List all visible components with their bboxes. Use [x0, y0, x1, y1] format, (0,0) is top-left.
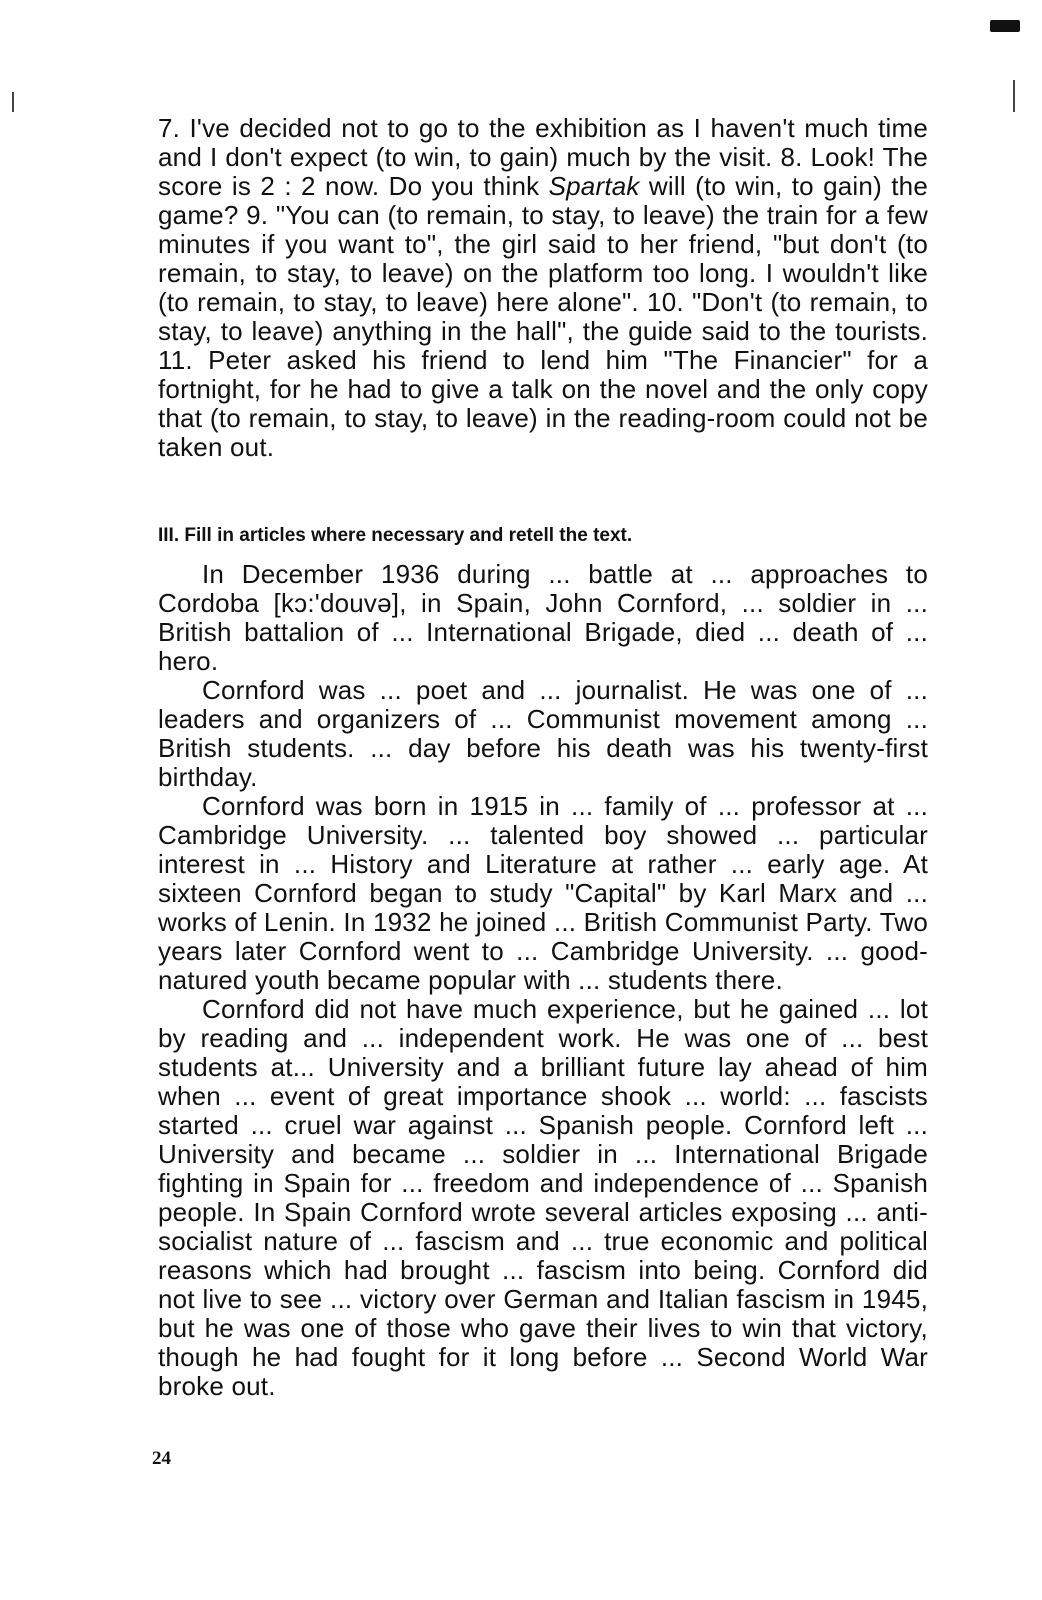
paragraph: Cornford was born in 1915 in ... family of ... professor at ... Cambridge University. ... talented boy showed ... particular interest in ... History and Literature at rather ... early age. At sixteen Cornford began to study "Capital" by Karl Marx and ... works of Lenin. In 1932 he joined ... British Communist Party. Two years later Cornford went to ... Cambridge University. ... good-natured youth became popular with ... students there. — [158, 791, 928, 995]
exercise-continuation — [158, 114, 928, 462]
italic-team-name: Spartak — [548, 171, 640, 201]
page-number: 24 — [152, 1448, 171, 1469]
scan-artifact — [12, 92, 14, 112]
scan-artifact — [990, 20, 1020, 32]
paragraph: Cornford did not have much experience, but he gained ... lot by reading and ... independent work. He was one of ... best students at... University and a brilliant future lay ahead of him when ... event of great importance shook ... world: ... fascists started ... cruel war against ... Spanish people. Cornford left ... University and became ... soldier in ... International Brigade fighting in Spain for ... freedom and independence of ... Spanish people. In Spain Cornford wrote several articles exposing ... anti-socialist nature of ... fascism and ... true economic and political reasons which had brought ... fascism into being. Cornford did not live to see ... victory over German and Italian fascism in 1945, but he was one of those who gave their lives to win that victory, though he had fought for it long before ... Second World War broke out. — [158, 994, 928, 1401]
paragraph: Cornford was ... poet and ... journalist. He was one of ... leaders and organizers of ... Communist movement among ... British students. ... day before his death was his twenty-first birthday. — [158, 675, 928, 792]
exercise-text: 7. I've decided not to go to the exhibition as I haven't much time and I don't expect (to win, to gain) much by the visit. 8. Look! The score is 2 : 2 now. Do you think — [158, 113, 928, 201]
cornford-text — [158, 560, 928, 1401]
section-heading: III. Fill in articles where necessary and retell the text. — [158, 525, 633, 546]
exercise-items-7-11 — [158, 114, 928, 462]
paragraph: In December 1936 during ... battle at ... approaches to Cordoba [kɔ:'douvə], in Spain, John Cornford, ... soldier in ... British battalion of ... International Brigade, died ... death of ... hero. — [158, 559, 928, 676]
scan-artifact — [1013, 80, 1015, 112]
exercise-text: will (to win, to gain) the game? 9. "You can (to remain, to stay, to leave) the train for a few minutes if you want to", the girl said to her friend, "but don't (to remain, to stay, to leave) on the platform too long. I wouldn't like (to remain, to stay, to leave) here alone". 10. "Don't (to remain, to stay, to leave) anything in the hall", the guide said to the tourists. 11. Peter asked his friend to lend him "The Financier" for a fortnight, for he had to give a talk on the novel and the only copy that (to remain, to stay, to leave) in the reading-room could not be taken out. — [158, 171, 928, 462]
